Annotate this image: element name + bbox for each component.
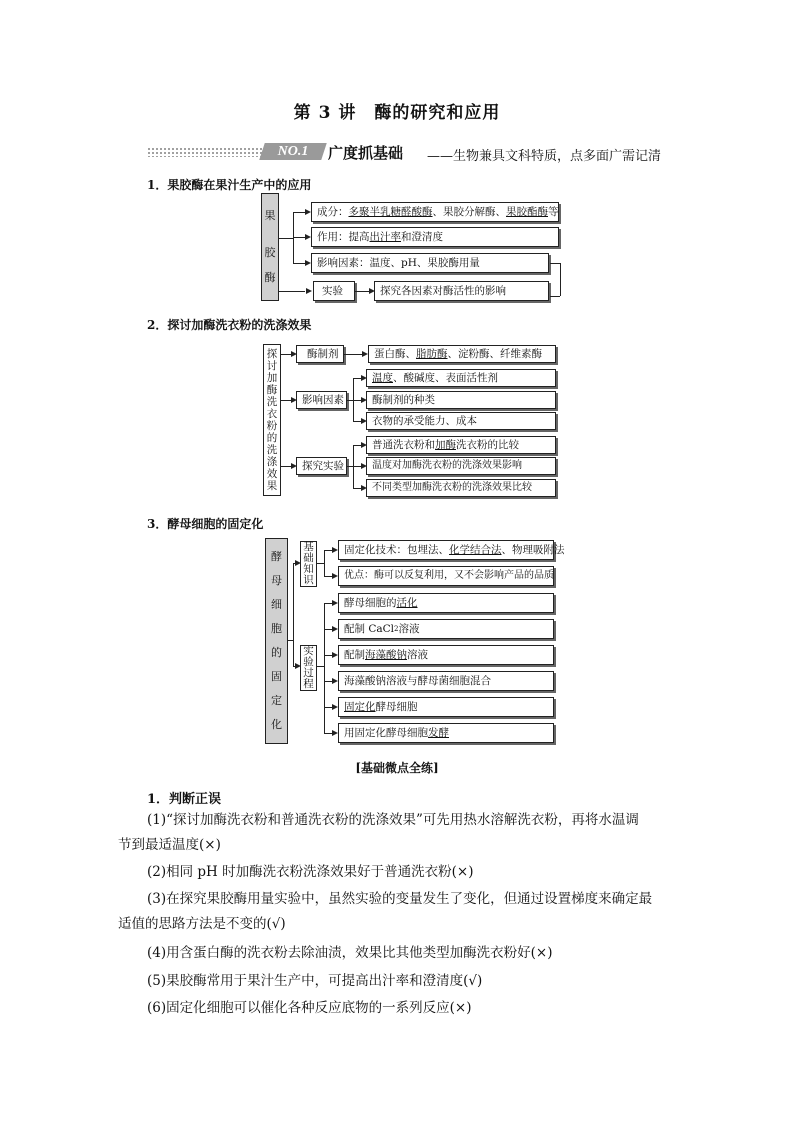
statement-line: (4)用含蛋白酶的洗衣粉去除油渍，效果比其他类型加酶洗衣粉好(×) [147, 945, 553, 961]
s2-root-box: 探 讨 加 酶 洗 衣 粉 的 洗 涤 效 果 [263, 344, 281, 496]
s2-enzyme-item: 蛋白酶、 脂肪酶 、淀粉酶、纤维素酶 [368, 345, 556, 363]
s2-factor-item: 酶制剂的种类 [366, 391, 556, 409]
s1-item-factors: 影响因素：温度、pH、果胶酶用量 [311, 253, 549, 273]
s1-experiment-desc: 探究各因素对酶活性的影响 [374, 281, 549, 301]
s3-basic-box: 基 础 知 识 [300, 541, 317, 587]
statement-line: (5)果胶酶常用于果汁生产中，可提高出汁率和澄清度(√) [147, 973, 483, 989]
s1-experiment-box: 实验 [313, 281, 355, 301]
s2-branch-enzyme: 酶制剂 [296, 345, 344, 363]
s3-process-item: 固定化 酵母细胞 [338, 697, 554, 717]
s1-root-char: 果 [264, 208, 276, 222]
banner-no-badge [259, 143, 327, 160]
s3-process-item: 酵母细胞的 活化 [338, 593, 554, 613]
statement-line: (6)固定化细胞可以催化各种反应底物的一系列反应(×) [147, 1000, 472, 1016]
s2-experiment-item: 温度对加酶洗衣粉的洗涤效果影响 [366, 457, 556, 475]
page-title: 第 3 讲 酶的研究和应用 [293, 103, 501, 123]
judge-heading: 1．判断正误 [147, 792, 222, 807]
practice-label: [基础微点全练] [355, 761, 439, 775]
banner-dots [147, 147, 267, 157]
section3-heading: 3．酵母细胞的固定化 [147, 517, 264, 531]
s2-experiment-item: 不同类型加酶洗衣粉的洗涤效果比较 [366, 479, 556, 497]
section2-heading: 2．探讨加酶洗衣粉的洗涤效果 [147, 318, 312, 332]
s1-root-char: 胶 [264, 246, 276, 259]
s1-item-composition: 成分： 多聚半乳糖醛酸酶 、果胶分解酶、 果胶酯酶 等 [311, 202, 559, 222]
s3-process-box: 实 验 过 程 [300, 645, 317, 691]
statement-line: 节到最适温度(×) [118, 837, 221, 853]
s3-basic-item: 优点：酶可以反复利用，又不会影响产品的品质 [338, 566, 554, 586]
statement-line: (2)相同 pH 时加酶洗衣粉洗涤效果好于普通洗衣粉(×) [147, 864, 474, 880]
s2-factor-item: 温度 、酸碱度、表面活性剂 [366, 369, 556, 387]
banner-no-text: NO.1 [277, 144, 309, 159]
s2-experiment-item: 普通洗衣粉和 加酶 洗衣粉的比较 [366, 436, 556, 454]
s2-branch-experiment: 探究实验 [296, 457, 347, 475]
s2-branch-factors: 影响因素 [296, 391, 347, 409]
s2-factor-item: 衣物的承受能力、成本 [366, 412, 556, 430]
s3-process-item: 配制 CaCl 2 溶液 [338, 619, 554, 639]
s3-basic-item: 固定化技术：包埋法、 化学结合法 、物理吸附法 [338, 540, 554, 560]
statement-line: (3)在探究果胶酶用量实验中，虽然实验的变量发生了变化，但通过设置梯度来确定最 [147, 891, 653, 907]
banner-main-text: 广度抓基础 [328, 144, 404, 162]
s1-item-function: 作用：提高 出汁率 和澄清度 [311, 227, 559, 247]
statement-line: (1)“探讨加酶洗衣粉和普通洗衣粉的洗涤效果”可先用热水溶解洗衣粉，再将水温调 [147, 812, 639, 828]
section1-heading: 1．果胶酶在果汁生产中的应用 [147, 178, 312, 192]
s1-root-box [261, 193, 279, 301]
s3-process-item: 海藻酸钠溶液与酵母菌细胞混合 [338, 671, 554, 691]
statement-line: 适值的思路方法是不变的(√) [118, 916, 286, 932]
s3-root-box: 酵 母 细 胞 的 固 定 化 [265, 538, 288, 744]
s3-process-item: 配制 海藻酸钠 溶液 [338, 645, 554, 665]
banner-sub-text: ——生物兼具文科特质，点多面广需记清 [427, 149, 662, 164]
s1-root-char: 酶 [264, 270, 276, 284]
s3-process-item: 用固定化酵母细胞 发酵 [338, 723, 554, 743]
